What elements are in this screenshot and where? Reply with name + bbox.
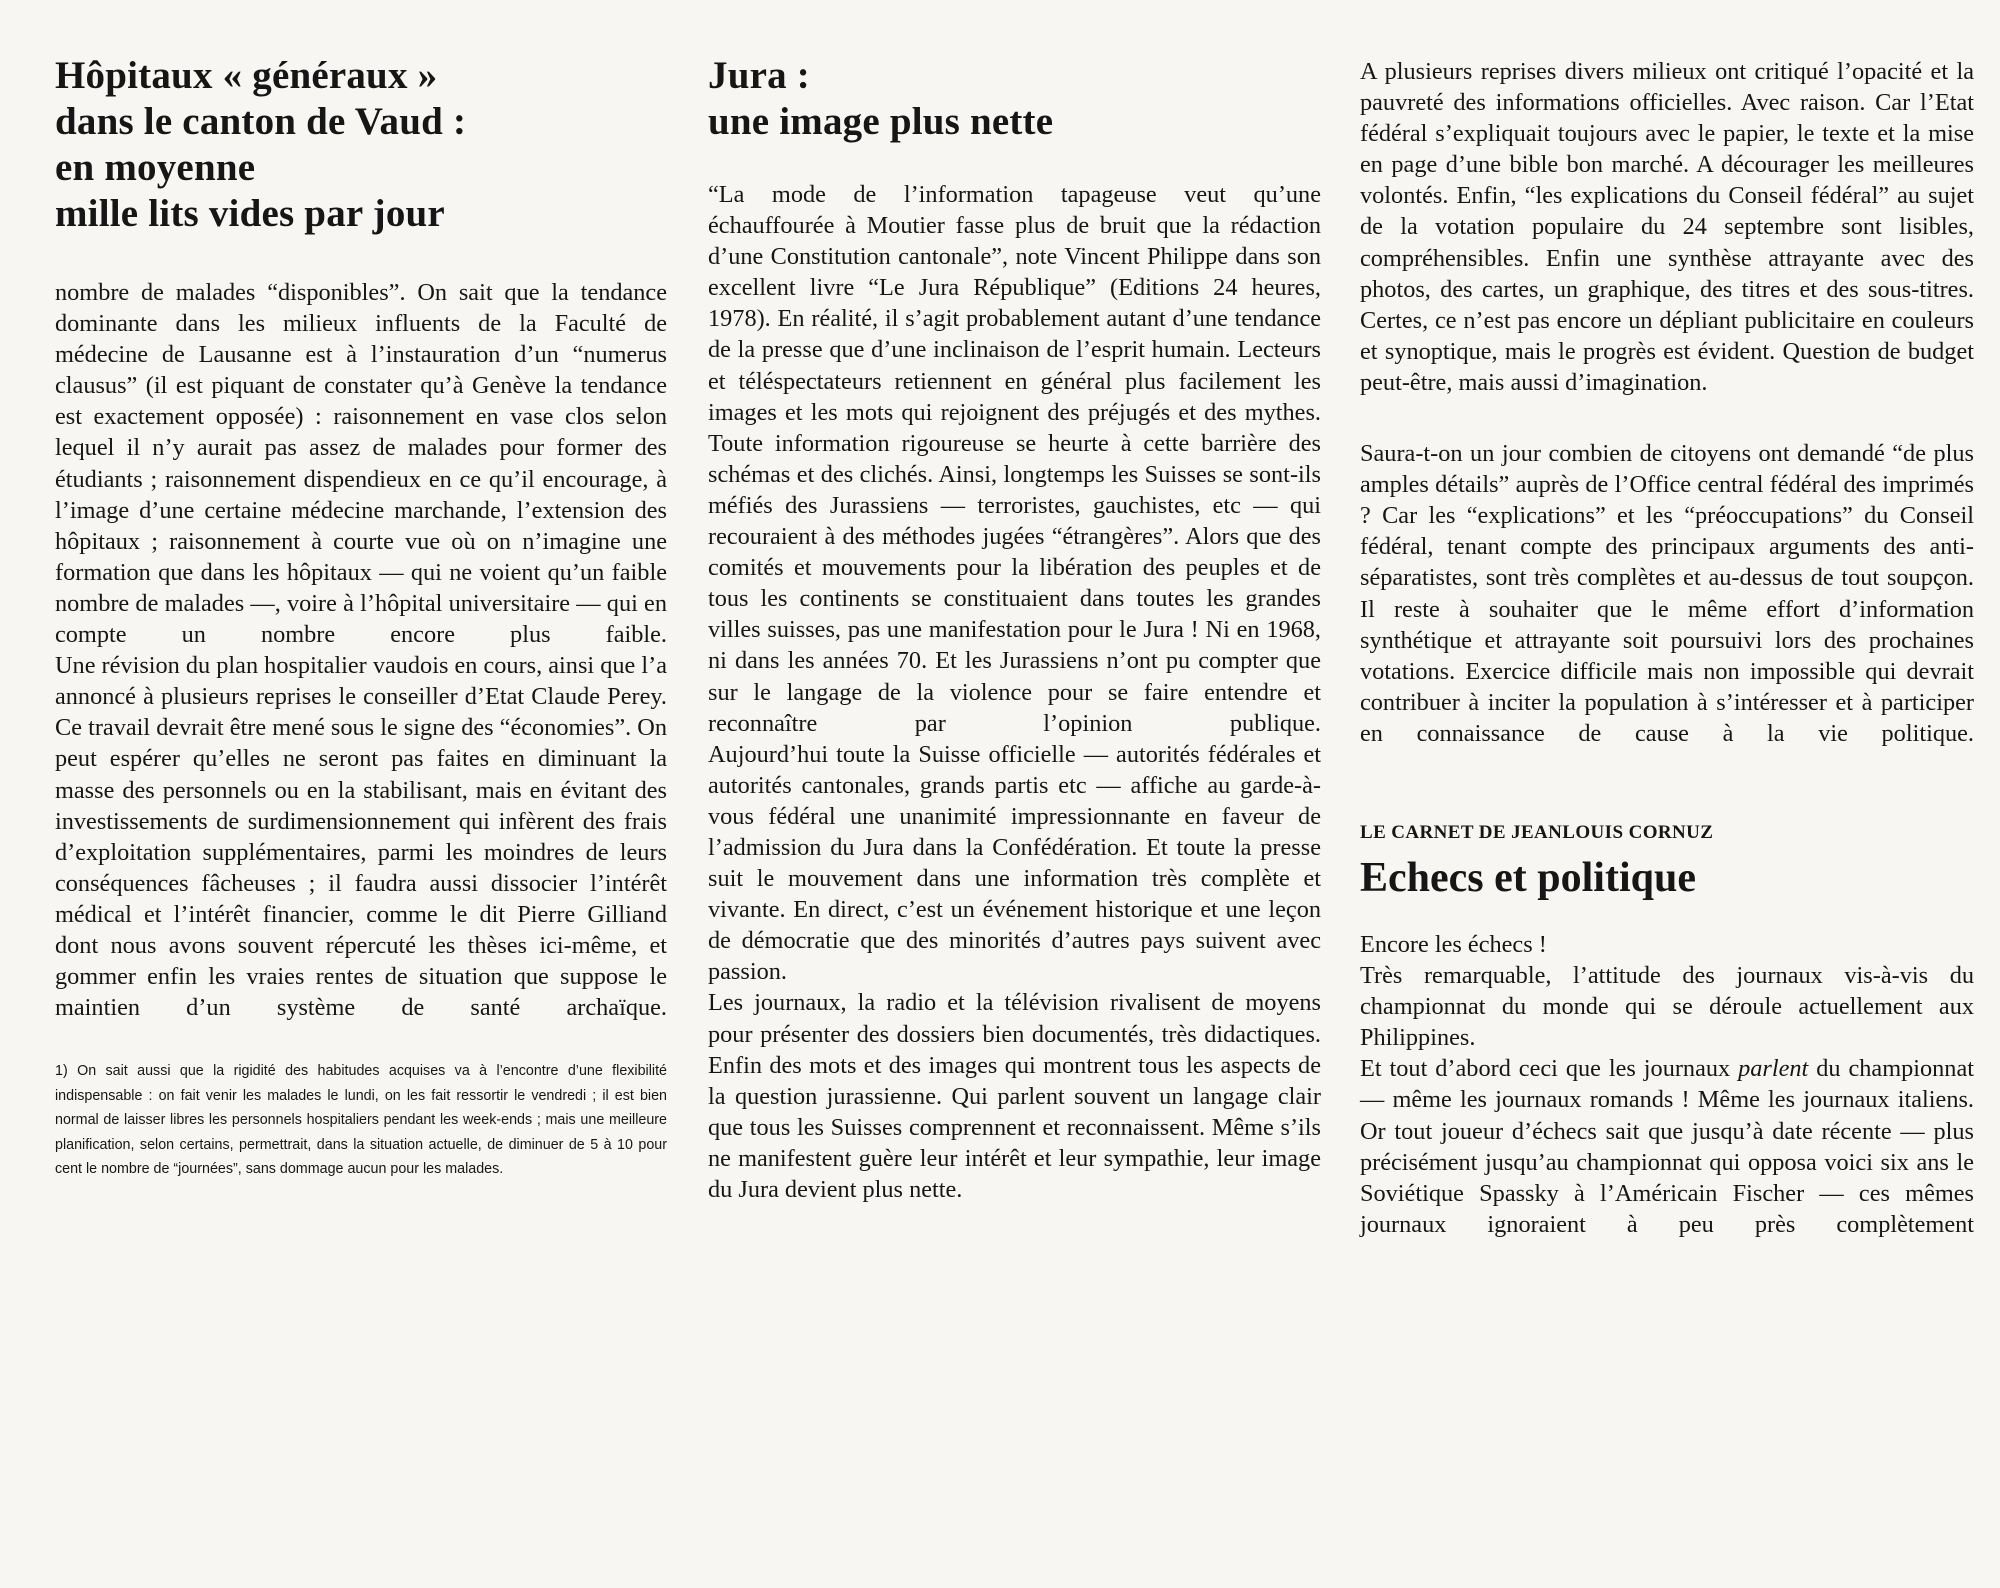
article-paragraph: Saura-t-on un jour combien de citoyens ont demandé “de plus amples détails” auprès de l’Office central fédéral des imprimés ? Car les “explications” et les “préoccupations” du Conseil fédéral, tenant compte des principaux arguments des anti-séparatistes, sont très complètes et au-dessus de tout soupçon. Il reste à souhaiter que le même effort d’information synthétique et attrayante soit poursuivi lors des prochaines votations. Exercice difficile mais non impossible qui devrait contribuer à inciter la population à s’intéresser et à participer en connaissance de cause à la vie politique. [1360, 440, 1974, 747]
headline-line: une image plus nette [708, 100, 1054, 143]
headline-line: Jura : [708, 54, 810, 97]
headline-line: en moyenne [55, 146, 256, 189]
hospitals-headline [55, 53, 667, 237]
footnote-text: 1) On sait aussi que la rigidité des habitudes acquises va à l’encontre d’une flexibilité indispensable : on fait venir les malades le lundi, on les fait ressortir le vendredi ; il est bien normal de laisser libres les personnels hospitaliers pendant les week-ends ; mais une meilleure planification, selon certains, permettrait, dans la situation actuelle, de diminuer de 5 à 10 pour cent le nombre de “journées”, sans dommage aucun pour les malades. [55, 1063, 667, 1178]
italic-word: parlent [1738, 1055, 1809, 1083]
chess-paragraph: Encore les échecs ! [1360, 930, 1547, 958]
text-run: du championnat — même les journaux romands ! Même les journaux italiens. [1360, 1055, 1974, 1114]
chess-paragraph: Très remarquable, l’attitude des journaux vis-à-vis du championnat du monde qui se déroule actuellement aux Philippines. [1360, 962, 1974, 1052]
article-paragraph: A plusieurs reprises divers milieux ont critiqué l’opacité et la pauvreté des informations officielles. Avec raison. Car l’Etat fédéral s’expliquait toujours avec le papier, le texte et la mise en page d’une bible bon marché. A décourager les meilleures volontés. Enfin, “les explications du Conseil fédéral” au sujet de la votation populaire du 24 septembre sont lisibles, compréhensibles. Enfin une synthèse attrayante avec des photos, des cartes, un graphique, des titres et des sous-titres. Certes, ce n’est pas encore un dépliant publicitaire en couleurs et synoptique, mais le progrès est évident. Question de budget peut-être, mais aussi d’imagination. [1360, 58, 1974, 396]
footnote [55, 1059, 667, 1182]
chess-paragraph: Or tout joueur d’échecs sait que jusqu’à date récente — plus précisément jusqu’au championnat qui opposa voici six ans le Soviétique Spassky à l’Américain Fischer — ces mêmes journaux ignoraient à peu près complètement [1360, 1117, 1974, 1238]
headline-line: mille lits vides par jour [55, 192, 445, 235]
jura-headline [708, 53, 1321, 145]
column-hospitals [55, 0, 667, 1182]
text-run: Et tout d’abord ceci que les journaux [1360, 1055, 1739, 1083]
article-paragraph: Aujourd’hui toute la Suisse officielle — autorités fédérales et autorités cantonales, grands partis etc — affiche au garde-à-vous fédéral une unanimité impressionnante en faveur de l’admission du Jura dans la Confédération. Et toute la presse suit le mouvement dans une information très complète et vivante. En direct, c’est un événement historique et une leçon de démocratie que des minorités d’autres pays suivent avec passion. [708, 740, 1321, 986]
headline-line: dans le canton de Vaud : [55, 100, 467, 143]
article-paragraph: “La mode de l’information tapageuse veut qu’une échauffourée à Moutier fasse plus de bruit que la rédaction d’une Constitution cantonale”, note Vincent Philippe dans son excellent livre “Le Jura République” (Editions 24 heures, 1978). En réalité, il s’agit probablement autant d’une tendance de la presse que d’une inclinaison de l’esprit humain. Lecteurs et téléspectateurs retiennent en général plus facilement les images et les mots qui rejoignent des préjugés et des mythes. [708, 181, 1321, 426]
chess-headline: Echecs et politique [1360, 854, 1696, 901]
column-right [1360, 0, 1974, 1240]
article-paragraph: Une révision du plan hospitalier vaudois en cours, ainsi que l’a annoncé à plusieurs reprises le conseiller d’Etat Claude Perey. Ce travail devrait être mené sous le signe des “économies”. On peut espérer qu’elles ne seront pas faites en diminuant la masse des personnels ou en la stabilisant, mais en évitant des investissements de surdimensionnement qui infèrent des frais d’exploitation supplémentaires, parmi les moindres de leurs conséquences fâcheuses ; il faudra aussi dissocier l’intérêt médical et l’intérêt financier, comme le dit Pierre Gilliand dont nous avons souvent répercuté les thèses ici-même, et gommer enfin les vraies rentes de situation que suppose le maintien d’un système de santé archaïque. [55, 652, 668, 1022]
headline-line: Hôpitaux « généraux » [55, 54, 438, 97]
article-paragraph: nombre de malades “disponibles”. On sait que la tendance dominante dans les milieux influents de la Faculté de médecine de Lausanne est à l’instauration d’un “numerus clausus” (il est piquant de constater qu’à Genève la tendance est exactement opposée) : raisonnement en vase clos selon lequel il n’y aurait pas assez de malades pour former des étudiants ; raisonnement dispendieux en ce qu’il encourage, à l’image d’une certaine médecine marchande, l’extension des hôpitaux ; raisonnement à courte vue où on n’imagine une formation que dans les hôpitaux — qui ne voient qu’un faible nombre de malades —, voire à l’hôpital universitaire — qui en compte un nombre encore plus faible. [55, 279, 667, 649]
column-kicker: LE CARNET DE JEANLOUIS CORNUZ [1360, 821, 1714, 843]
article-paragraph: Toute information rigoureuse se heurte à cette barrière des schémas et des clichés. Ainsi, longtemps les Suisses se sont-ils méfiés des Jurassiens — terroristes, gauchistes, etc — qui recouraient à des méthodes jugées “étrangères”. Alors que des comités et mouvements pour la libération des peuples et de tous les continents se constituaient dans toutes les grandes villes suisses, pas une manifestation pour le Jura ! Ni en 1968, ni dans les années 70. Et les Jurassiens n’ont pu compter que sur le langage de la violence pour se faire entendre et reconnaître par l’opinion publique. [708, 429, 1321, 737]
chess-paragraph [1360, 1053, 1974, 1115]
article-paragraph: Les journaux, la radio et la télévision rivalisent de moyens pour présenter des dossiers bien documentés, très didactiques. Enfin des mots et des images qui montrent tous les aspects de la question jurassienne. Qui parlent souvent un langage clair que tous les Suisses comprennent et reconnaissent. Même s’ils ne manifestent guère leur intérêt et leur sympathie, leur image du Jura devient plus nette. [708, 989, 1321, 1203]
column-jura [708, 0, 1321, 1205]
